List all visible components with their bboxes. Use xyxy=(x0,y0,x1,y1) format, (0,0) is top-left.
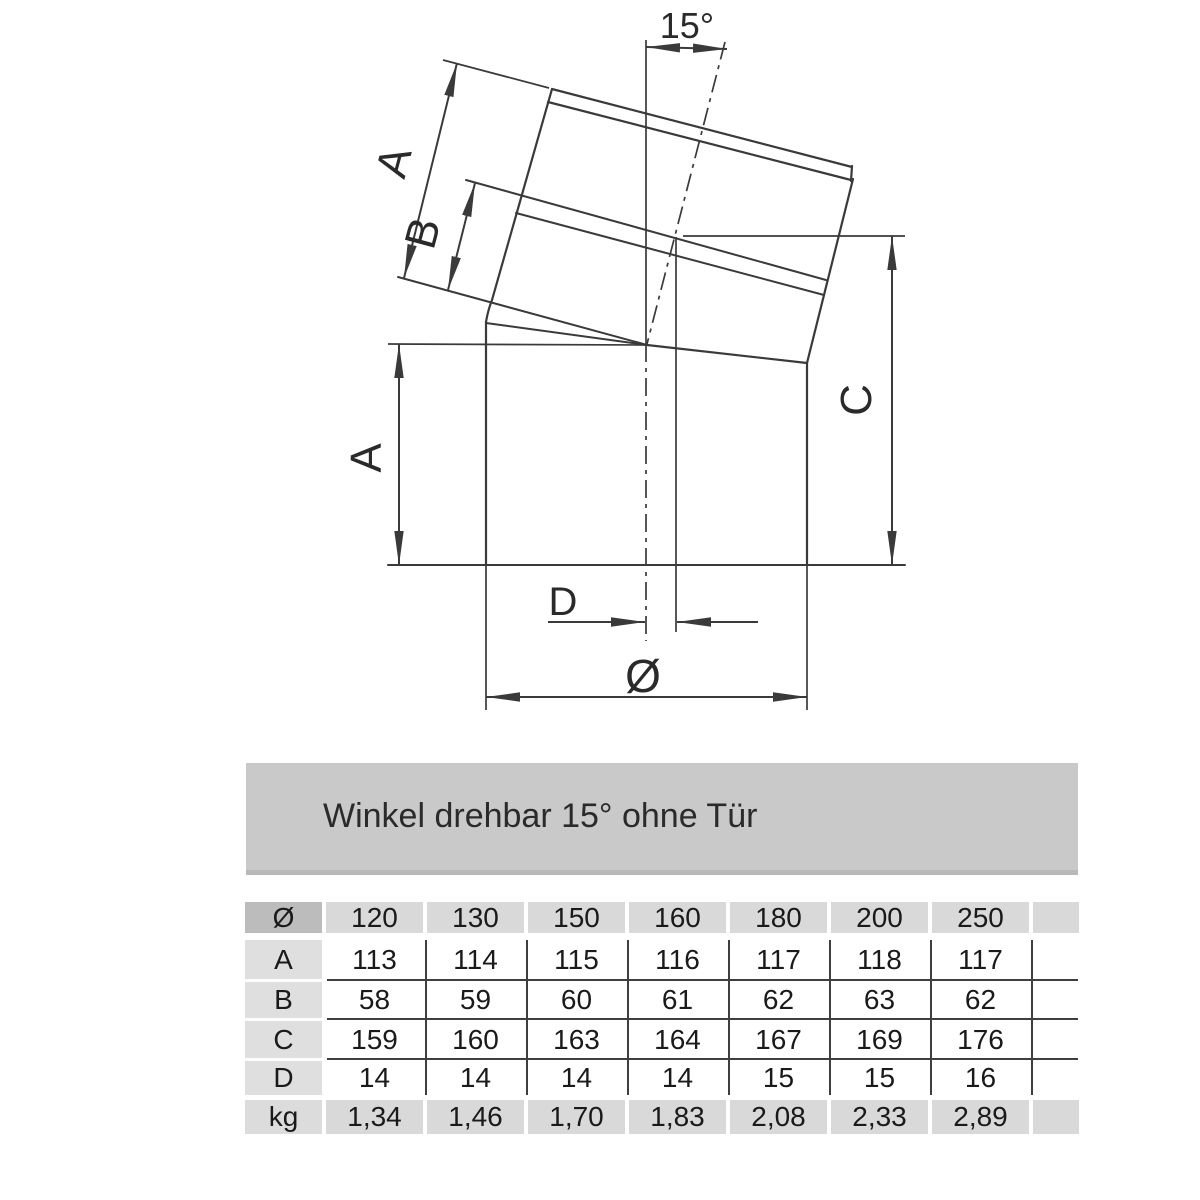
product-title: Winkel drehbar 15° ohne Tür xyxy=(323,797,758,835)
angle-label: 15° xyxy=(659,5,715,46)
table-cell: 160 xyxy=(629,902,726,933)
miter-seam-left xyxy=(486,323,647,345)
table-cell: 120 xyxy=(326,902,423,933)
table-cell: 62 xyxy=(762,984,795,1015)
table-cell: 250 xyxy=(932,902,1029,933)
table-cell: 62 xyxy=(964,984,997,1015)
table-row-kg xyxy=(245,1100,1079,1134)
table-cell: 15 xyxy=(762,1062,795,1093)
centerlines xyxy=(388,40,905,710)
table-cell-empty xyxy=(1033,1021,1079,1058)
table-cell: 180 xyxy=(730,902,827,933)
upper-left-edge xyxy=(486,89,552,322)
table-cell: 164 xyxy=(654,1024,701,1055)
table-cell: 1,34 xyxy=(326,1100,423,1134)
upper-right-edge xyxy=(807,179,853,363)
dim-label-diameter: Ø xyxy=(625,650,661,702)
a-axial-top-extension xyxy=(443,60,549,88)
table-cell: 159 xyxy=(351,1024,398,1055)
table-cell: 114 xyxy=(453,944,498,975)
dim-label-c: C xyxy=(832,384,881,416)
table-cell: 169 xyxy=(856,1024,903,1055)
table-row-a xyxy=(245,940,1079,979)
column-divider xyxy=(526,940,528,1095)
table-cell: 163 xyxy=(553,1024,600,1055)
table-cell: 115 xyxy=(554,944,599,975)
table-cell-empty xyxy=(1033,1061,1079,1095)
table-cell: 167 xyxy=(755,1024,802,1055)
table-cell-empty xyxy=(1033,1100,1079,1134)
table-cell: 117 xyxy=(958,944,1003,975)
rim-outer-line xyxy=(552,89,852,167)
column-divider xyxy=(930,940,932,1095)
angle-dimension-line xyxy=(646,47,727,49)
dim-label-b: B xyxy=(395,212,451,254)
rim-end-cap xyxy=(851,166,852,181)
column-divider xyxy=(728,940,730,1095)
table-cell: 116 xyxy=(655,944,700,975)
table-cell: 14 xyxy=(661,1062,694,1093)
dimension-table xyxy=(245,902,1079,1136)
table-row-b xyxy=(245,982,1079,1018)
table-cell: 1,70 xyxy=(528,1100,625,1134)
row-label: D xyxy=(245,1061,322,1095)
dim-label-a-axial: A xyxy=(366,141,422,183)
table-rule xyxy=(327,1018,1078,1020)
table-cell: 1,46 xyxy=(427,1100,524,1134)
table-cell: 15 xyxy=(863,1062,896,1093)
column-divider xyxy=(829,940,831,1095)
table-cell: 113 xyxy=(352,944,397,975)
table-rule xyxy=(327,1058,1078,1060)
row-label: A xyxy=(245,940,322,979)
column-divider xyxy=(627,940,629,1095)
table-cell: 200 xyxy=(831,902,928,933)
table-cell: 117 xyxy=(756,944,801,975)
table-cell: 63 xyxy=(863,984,896,1015)
row-label: C xyxy=(245,1021,322,1058)
column-divider xyxy=(425,940,427,1095)
table-cell-empty xyxy=(1033,982,1079,1018)
column-divider xyxy=(1031,940,1033,1095)
table-cell: 2,89 xyxy=(932,1100,1029,1134)
table-cell: 14 xyxy=(358,1062,391,1093)
table-cell: 2,33 xyxy=(831,1100,928,1134)
table-cell: 118 xyxy=(857,944,902,975)
table-cell: 61 xyxy=(661,984,694,1015)
table-cell: 14 xyxy=(560,1062,593,1093)
table-row-diameter xyxy=(245,902,1079,933)
table-cell-empty xyxy=(1033,940,1079,979)
table-cell-empty xyxy=(1033,902,1079,933)
table-row-d xyxy=(245,1061,1079,1095)
table-cell: 58 xyxy=(358,984,391,1015)
table-cell: 59 xyxy=(459,984,492,1015)
bead-line xyxy=(398,277,647,345)
table-cell: 130 xyxy=(427,902,524,933)
b-dimension-line xyxy=(448,183,475,290)
table-cell: 176 xyxy=(957,1024,1004,1055)
table-cell: 60 xyxy=(560,984,593,1015)
dim-label-a-height: A xyxy=(342,443,391,473)
table-cell: 16 xyxy=(964,1062,997,1093)
table-rule xyxy=(327,979,1078,981)
upper-axis-centerline xyxy=(647,42,725,344)
title-banner xyxy=(246,763,1078,875)
table-cell: 14 xyxy=(459,1062,492,1093)
row-label: B xyxy=(245,982,322,1018)
row-label: kg xyxy=(245,1100,322,1134)
miter-seam-right xyxy=(647,345,807,363)
table-cell: 2,08 xyxy=(730,1100,827,1134)
table-cell: 1,83 xyxy=(629,1100,726,1134)
a-height-top-extension xyxy=(388,344,647,345)
dim-label-d: D xyxy=(548,580,578,624)
table-cell: 160 xyxy=(452,1024,499,1055)
table-cell: 150 xyxy=(528,902,625,933)
table-row-c xyxy=(245,1021,1079,1058)
row-label: Ø xyxy=(245,902,322,933)
